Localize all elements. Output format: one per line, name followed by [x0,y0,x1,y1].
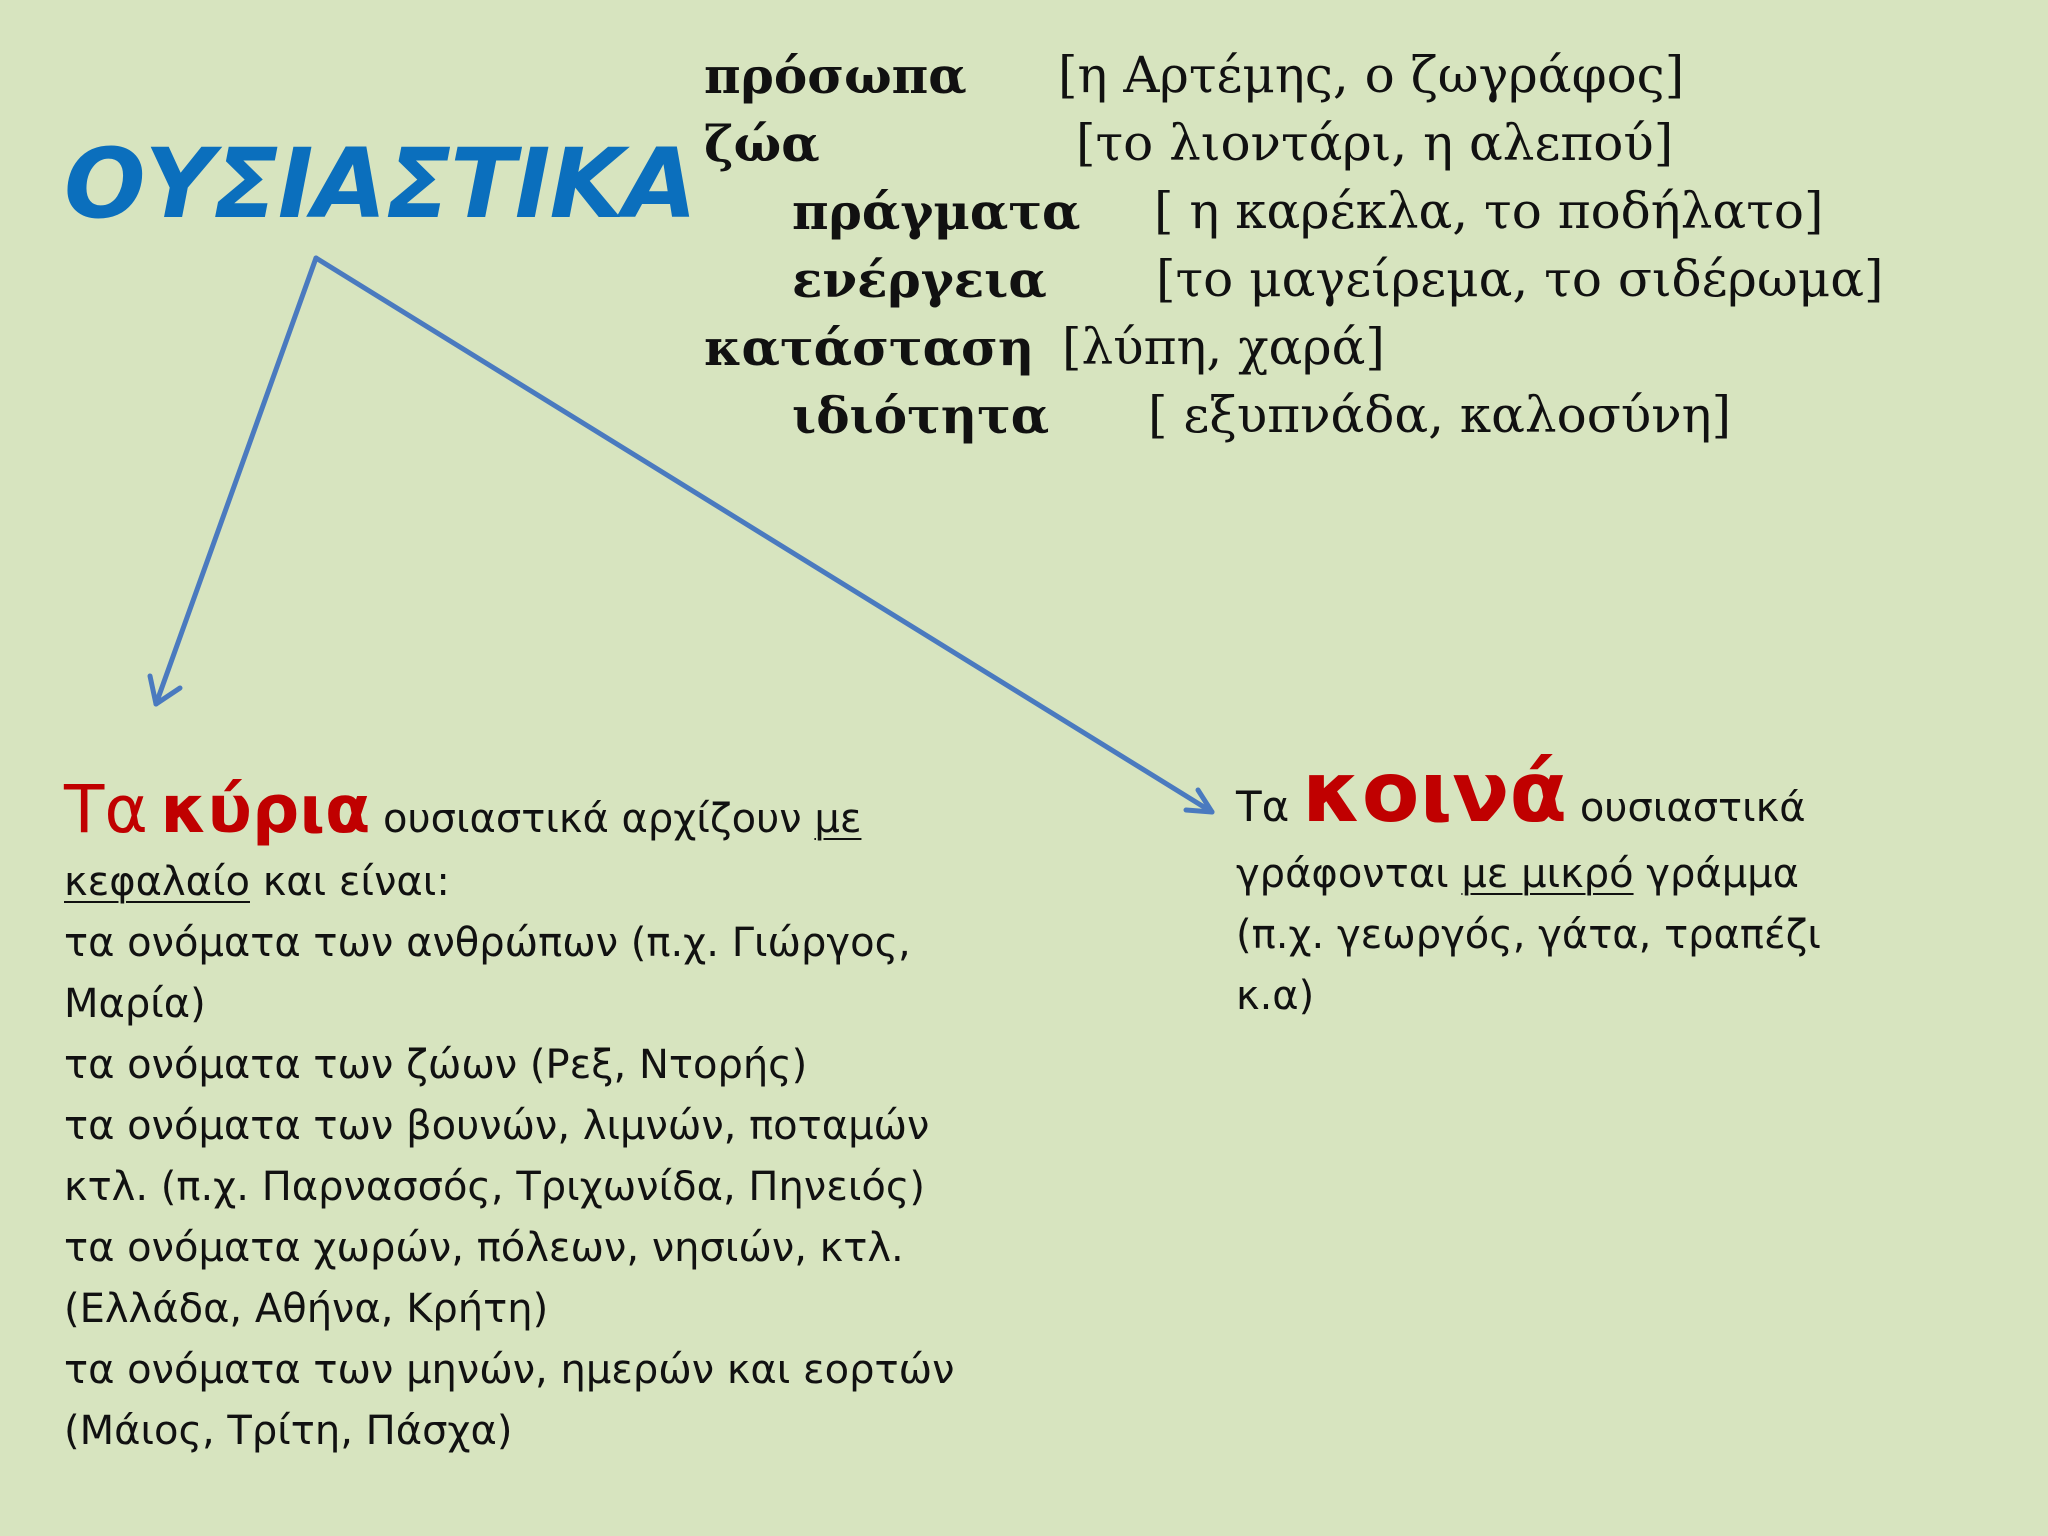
category-examples: [ εξυπνάδα, καλοσύνη] [1148,386,1732,444]
common-underlined-text: με μικρό [1461,851,1634,897]
category-examples: [η Αρτέμης, ο ζωγράφος] [1058,46,1685,104]
category-name: ενέργεια [792,250,1047,309]
common-example: (π.χ. γεωργός, γάτα, τραπέζι [1236,912,1821,958]
list-item: τα ονόματα των μηνών, ημερών και εορτών [64,1347,955,1393]
proper-underlined-text: με [814,796,862,842]
arrow-to-proper-nouns [156,258,316,704]
proper-text: και είναι: [262,859,450,905]
list-item: κτλ. (π.χ. Παρνασσός, Τριχωνίδα, Πηνειός) [64,1164,925,1210]
common-rule-line [1236,844,1856,905]
list-item: (Ελλάδα, Αθήνα, Κρήτη) [64,1286,549,1332]
list-item: τα ονόματα χωρών, πόλεων, νησιών, κτλ. [64,1225,904,1271]
proper-text: ουσιαστικά αρχίζουν [383,796,802,842]
proper-underlined-text: κεφαλαίο [64,859,250,905]
common-keyword: κοινά [1302,743,1568,841]
category-examples: [λύπη, χαρά] [1062,318,1385,376]
category-examples: [το μαγείρεμα, το σιδέρωμα] [1156,250,1884,308]
proper-intro-line [64,852,1024,913]
category-name: ζώα [704,114,820,173]
category-name: πράγματα [792,182,1081,241]
category-name: πρόσωπα [704,46,967,105]
category-name: ιδιότητα [792,386,1050,445]
common-text: ουσιαστικά [1579,785,1806,831]
category-examples: [το λιοντάρι, η αλεπού] [1076,114,1674,172]
diagram-title: ΟΥΣΙΑΣΤΙΚΑ [64,128,697,240]
common-text: γράμμα [1646,851,1799,897]
common-example: κ.α) [1236,973,1315,1019]
list-item: τα ονόματα των βουνών, λιμνών, ποταμών [64,1103,930,1149]
proper-article: Τα [64,771,148,848]
list-item: τα ονόματα των ανθρώπων (π.χ. Γιώργος, [64,920,911,966]
category-name: κατάσταση [704,318,1035,377]
category-examples: [ η καρέκλα, το ποδήλατο] [1154,182,1824,240]
common-text: γράφονται [1236,851,1449,897]
common-nouns-heading [1236,740,1856,844]
common-article: Τα [1236,782,1290,831]
list-item: τα ονόματα των ζώων (Ρεξ, Ντορής) [64,1042,808,1088]
arrow-to-common-nouns [316,258,1212,812]
common-nouns-block [1236,740,1856,1027]
list-item: (Μάιος, Τρίτη, Πάσχα) [64,1408,513,1454]
list-item: Μαρία) [64,981,206,1027]
proper-nouns-block [64,768,1024,1462]
proper-keyword: κύρια [160,771,371,848]
proper-nouns-heading [64,768,1024,852]
